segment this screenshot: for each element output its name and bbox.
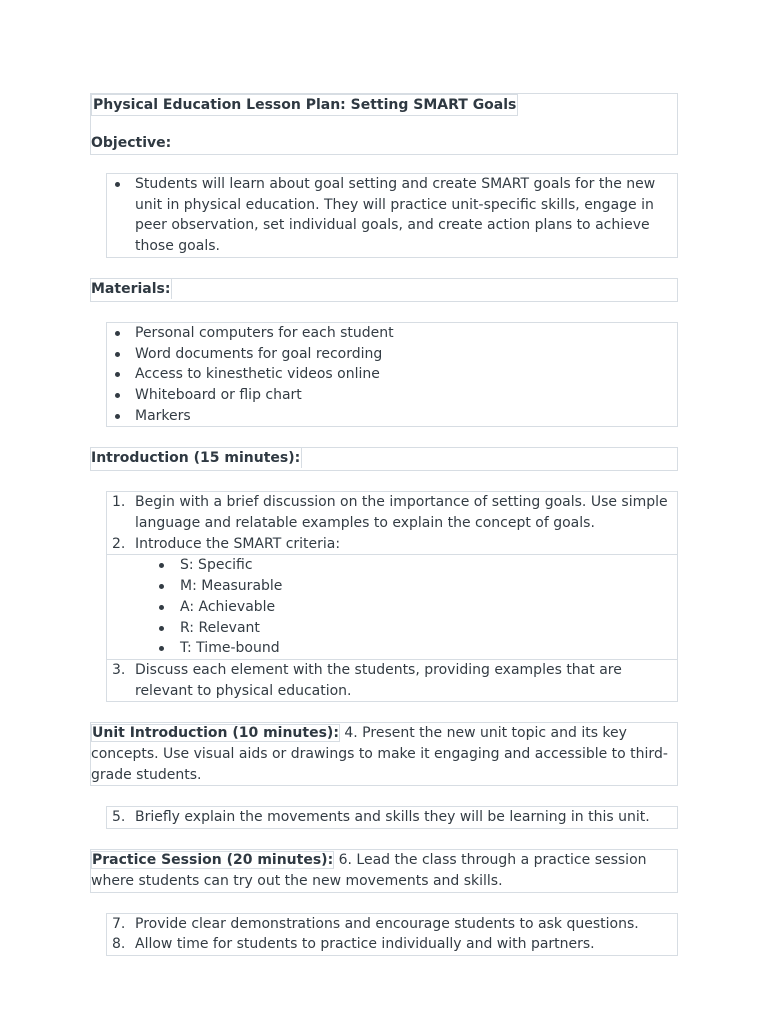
list-item: 2. Introduce the SMART criteria: — [112, 535, 341, 552]
unit-list — [106, 806, 678, 829]
list-item: Personal computers for each student — [107, 323, 677, 344]
list-item: 7. Provide clear demonstrations and encourage students to ask questions. — [112, 915, 639, 932]
lesson-plan-document — [90, 93, 678, 956]
materials-list — [106, 322, 678, 428]
list-item: Markers — [107, 406, 677, 427]
list-item: 1. Begin with a brief discussion on the importance of setting goals. Use simple language and relatable examples to explain the concept of goals. — [112, 494, 668, 532]
unit-introduction-heading: Unit Introduction (10 minutes): — [92, 725, 339, 742]
smart-criteria-list — [107, 554, 677, 660]
list-item: M: Measurable — [107, 576, 677, 597]
materials-heading: Materials: — [90, 278, 678, 302]
list-item: Students will learn about goal setting and create SMART goals for the new unit in physical education. They will practice unit-specific skills, engage in peer observation, set individual goals, and create action plans to achieve those goals. — [107, 174, 677, 257]
list-item: T: Time-bound — [107, 638, 677, 659]
introduction-list — [106, 491, 678, 702]
objective-heading: Objective: — [91, 135, 172, 151]
list-item: Word documents for goal recording — [107, 344, 677, 365]
unit-introduction-paragraph: Unit Introduction (10 minutes): 4. Present the new unit topic and its key concepts. Use visual aids or drawings to make it engaging and accessible to third-grade students. — [90, 722, 678, 786]
objective-list — [106, 173, 678, 258]
list-item: 5. Briefly explain the movements and skills they will be learning in this unit. — [112, 809, 650, 826]
practice-list — [106, 913, 678, 956]
practice-session-paragraph: Practice Session (20 minutes): 6. Lead the class through a practice session where students can try out the new movements and skills. — [90, 849, 678, 892]
practice-session-heading: Practice Session (20 minutes): — [92, 852, 334, 869]
title-block — [90, 93, 678, 155]
list-item: S: Specific — [107, 555, 677, 576]
list-item: 3. Discuss each element with the students, providing examples that are relevant to physical education. — [112, 661, 622, 699]
introduction-heading: Introduction (15 minutes): — [90, 447, 678, 471]
page-title: Physical Education Lesson Plan: Setting SMART Goals — [91, 94, 518, 116]
list-item: Whiteboard or flip chart — [107, 385, 677, 406]
list-item: 8. Allow time for students to practice individually and with partners. — [112, 936, 595, 953]
list-item: Access to kinesthetic videos online — [107, 364, 677, 385]
list-item: R: Relevant — [107, 618, 677, 639]
list-item: A: Achievable — [107, 597, 677, 618]
